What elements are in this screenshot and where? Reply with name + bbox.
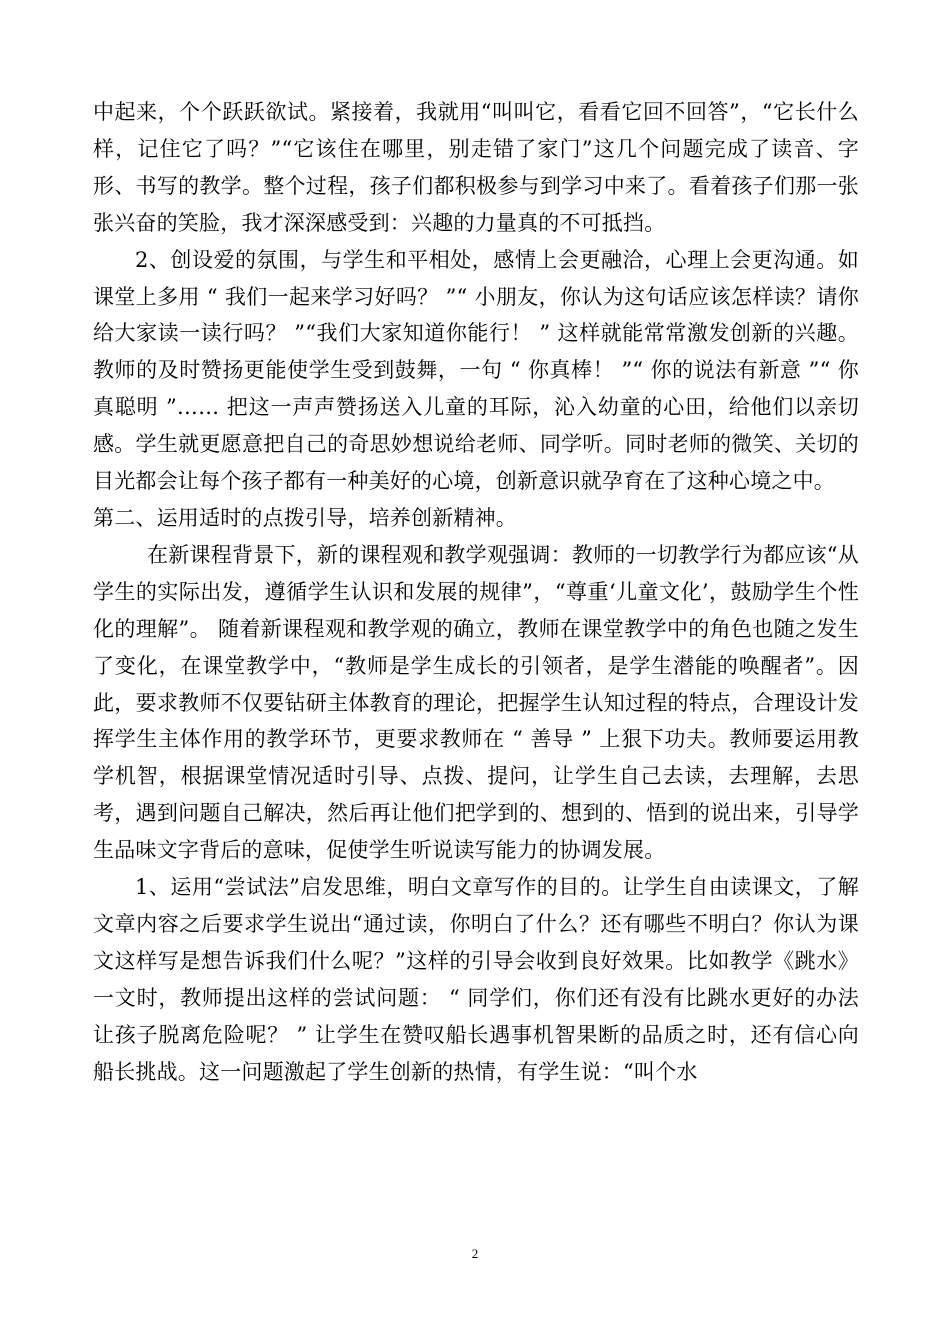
document-page [93, 94, 859, 1090]
section-heading-second: 第二、运用适时的点拨引导，培养创新精神。 [93, 505, 517, 530]
paragraph-continuation: 中起来，个个跃跃欲试。紧接着，我就用“叫叫它，看看它回不回答”，“它长什么样，记住它了吗？”“它该住在哪里，别走错了家门”这几个问题完成了读音、字形、书写的教学。整个过程，孩子们都积极参与到学习中来了。看着孩子们那一张张兴奋的笑脸，我才深深感受到：兴趣的力量真的不可抵挡。 [93, 100, 859, 235]
paragraph-creating-love-atmosphere: 2、创设爱的氛围，与学生和平相处，感情上会更融洽，心理上会更沟通。如课堂上多用 “ 我们一起来学习好吗？ ”“ 小朋友，你认为这句话应该怎样读？请你给大家读一读行吗？ ”“我们大家知道你能行！ ” 这样就能常常激发创新的兴趣。教师的及时赞扬更能使学生受到鼓舞，一句 “ 你真棒！ ”“ 你的说法有新意 ”“ 你真聪明 ”…… 把这一声声赞扬送入儿童的耳际，沁入幼童的心田，给他们以亲切感。学生就更愿意把自己的奇思妙想说给老师、同学听。同时老师的微笑、关切的目光都会让每个孩子都有一种美好的心境，创新意识就孕育在了这种心境之中。 [93, 247, 859, 494]
paragraph-new-curriculum: 在新课程背景下，新的课程观和教学观强调：教师的一切教学行为都应该“从学生的实际出发，遵循学生认识和发展的规律”，“尊重‘儿童文化’，鼓励学生个性化的理解”。 随着新课程观和教学观的确立，教师在课堂教学中的角色也随之发生了变化，在课堂教学中，“教师是学生成长的引领者，是学生潜能的唤醒者”。因此，要求教师不仅要钻研主体教育的理论，把握学生认知过程的特点，合理设计发挥学生主体作用的教学环节，更要求教师在 “ 善导 ” 上狠下功夫。教师要运用教学机智，根据课堂情况适时引导、点拨、提问，让学生自己去读，去理解，去思考，遇到问题自己解决，然后再让他们把学到的、想到的、悟到的说出来，引导学生品味文字背后的意味，促使学生听说读写能力的协调发展。 [93, 542, 859, 863]
paragraph-trial-method: 1、运用“尝试法”启发思维，明白文章写作的目的。让学生自由读课文，了解文章内容之后要求学生说出“通过读，你明白了什么？还有哪些不明白？你认为课文这样写是想告诉我们什么呢？”这样的引导会收到良好效果。比如教学《跳水》一文时，教师提出这样的尝试问题： “ 同学们，你们还有没有比跳水更好的办法让孩子脱离危险呢？ ” 让学生在赞叹船长遇事机智果断的品质之时，还有信心向船长挑战。这一问题激起了学生创新的热情，有学生说：“叫个水 [93, 875, 859, 1084]
page-number: 2 [471, 1246, 479, 1261]
